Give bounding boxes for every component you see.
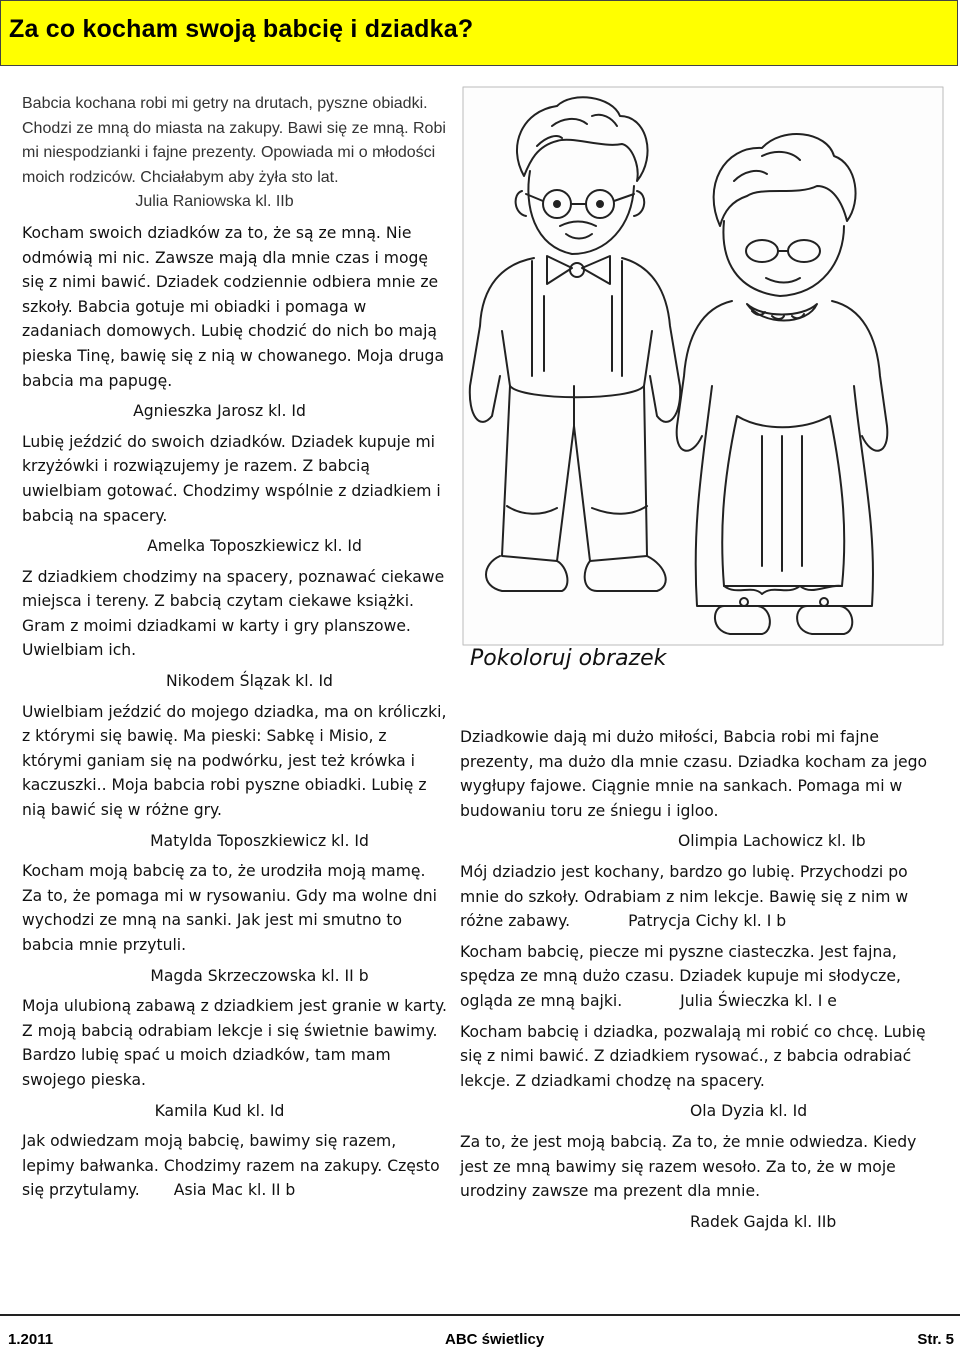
entry-signature: Amelka Toposzkiewicz kl. Id xyxy=(147,537,362,556)
entry xyxy=(460,1130,945,1234)
entry-signature: Kamila Kud kl. Id xyxy=(154,1101,285,1120)
page-title: Za co kocham swoją babcię i dziadka? xyxy=(9,15,474,43)
entry xyxy=(22,994,447,1123)
entry-signature: Ola Dyzia kl. Id xyxy=(690,1102,808,1121)
entry-text: Kocham moją babcię za to, że urodziła moją mamę. Za to, że pomaga mi w rysowaniu. Gdy ma wolne dni wychodzi ze mną na sanki. Jak jest mi smutno to babcia mnie przytuli. xyxy=(22,862,437,954)
grandparents-drawing-icon xyxy=(462,86,944,646)
entry xyxy=(22,565,447,694)
entry-signature: Nikodem Ślązak kl. Id xyxy=(166,672,333,691)
entry-text-wrap xyxy=(460,860,945,934)
entry xyxy=(22,700,447,854)
entry xyxy=(22,92,447,215)
entry xyxy=(460,725,945,854)
entry-text: Za to, że jest moją babcią. Za to, że mnie odwiedza. Kiedy jest ze mną bawimy się razem wesoło. Za to, że w moje urodziny zawsze ma prezent dla mnie. xyxy=(460,1132,917,1201)
entry-text: Moja ulubioną zabawą z dziadkiem jest granie w karty. Z moją babcią odrabiam lekcje i się świetnie bawimy. Bardzo lubię spać u moich dziadków, tam mam swojego pieska. xyxy=(22,997,447,1089)
left-column xyxy=(22,92,447,1209)
footer-date: 1.2011 xyxy=(8,1331,54,1348)
entry xyxy=(22,430,447,559)
footer-publication: ABC świetlicy xyxy=(445,1331,545,1348)
entry-text: Lubię jeździć do swoich dziadków. Dziadek kupuje mi krzyżówki i rozwiązujemy je razem. Z babcią uwielbiam gotować. Chodzimy wspólnie z dziadkiem i babcią na spacery. xyxy=(22,432,441,525)
entry-text: Kocham babcię i dziadka, pozwalają mi robić co chcę. Lubię się z nimi bawić. Z dziadkiem rysować., z babcia odrabiać lekcje. Z dziadkami chodzę na spacery. xyxy=(460,1022,926,1090)
entry xyxy=(460,860,945,934)
entry xyxy=(22,859,447,988)
entry-text: Kocham swoich dziadków za to, że są ze mną. Nie odmówią mi nic. Zawsze mają dla mnie czas i mogę się z nimi bawić. Dziadek codziennie odbiera mnie ze szkoły. Babcia gotuje mi obiadki i pomaga w zadaniach domowych. Lubię chodzić do nich bo mają pieska Tinę, bawię się z nią w chowanego. Moja druga babcia ma papugę. xyxy=(22,223,445,390)
entry-signature: Radek Gajda kl. IIb xyxy=(690,1212,837,1231)
entry xyxy=(22,221,447,424)
entry-text: Dziadkowie dają mi dużo miłości, Babcia robi mi fajne prezenty, ma dużo dla mnie czasu. Dziadka kocham za jego wygłupy fajowe. Ciągnie mnie na sankach. Pomaga mi w budowaniu toru ze śniegu i igloo. xyxy=(460,728,928,820)
entry-signature: Agnieszka Jarosz kl. Id xyxy=(133,402,306,421)
entry-signature: Olimpia Lachowicz kl. Ib xyxy=(678,832,866,851)
footer-divider xyxy=(0,1314,960,1316)
entry-text: Kocham babcię, piecze mi pyszne ciasteczka. Jest fajna, spędza ze mną dużo czasu. Dziadek kupuje mi słodycze, ogląda ze mną bajki. xyxy=(460,942,901,1010)
entry-text: Uwielbiam jeździć do mojego dziadka, ma on króliczki, z którymi się bawię. Ma pieski: Sabkę i Misio, z którymi ganiam się na podwórku, jest też krówka i kaczuszki.. Moja babcia robi pyszne obiadki. Lubię z nią bawić się w różne gry. xyxy=(22,702,447,820)
entry-signature: Julia Raniowska kl. IIb xyxy=(135,193,294,211)
entry-signature: Patrycja Cichy kl. I b xyxy=(628,912,787,931)
entry-signature: Matylda Toposzkiewicz kl. Id xyxy=(150,831,369,850)
right-column xyxy=(460,725,945,1240)
entry xyxy=(460,1020,945,1124)
coloring-caption: Pokoloruj obrazek xyxy=(470,646,667,671)
entry xyxy=(460,940,945,1014)
entry-text-wrap xyxy=(22,1129,447,1203)
entry-text: Mój dziadzio jest kochany, bardzo go lubię. Przychodzi po mnie do szkoły. Odrabiam z nim lekcje. Bawię się z nim w różne zabawy. xyxy=(460,862,909,931)
footer-page-number: Str. 5 xyxy=(917,1331,954,1348)
entry-signature: Julia Świeczka kl. I e xyxy=(680,991,837,1010)
title-bar xyxy=(0,0,958,66)
entry-text: Babcia kochana robi mi getry na drutach, pyszne obiadki. Chodzi ze mną do miasta na zakupy. Bawi się ze mną. Robi mi niespodzianki i fajne prezenty. Opowiada mi o młodości moich rodziców. Chciałabym aby żyła sto lat. xyxy=(22,95,446,186)
entry-signature: Magda Skrzeczowska kl. II b xyxy=(150,966,369,985)
entry-text: Z dziadkiem chodzimy na spacery, poznawać ciekawe miejsca i tereny. Z babcią czytam ciekawe książki. Gram z moimi dziadkami w karty i gry planszowe. Uwielbiam ich. xyxy=(22,567,445,660)
grandparents-coloring-picture xyxy=(462,86,944,646)
entry-text-wrap xyxy=(460,940,945,1014)
entry xyxy=(22,1129,447,1203)
entry-signature: Asia Mac kl. II b xyxy=(173,1181,296,1200)
entry-text: Jak odwiedzam moją babcię, bawimy się razem, lepimy bałwanka. Chodzimy razem na zakupy. Często się przytulamy. xyxy=(22,1132,440,1200)
